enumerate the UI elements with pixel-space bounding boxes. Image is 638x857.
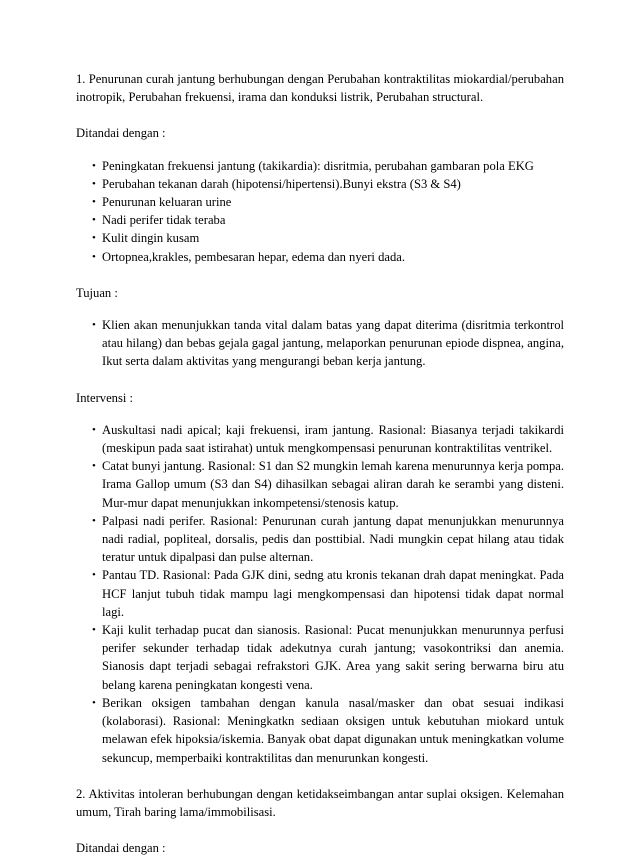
list-item: • Auskultasi nadi apical; kaji frekuensi, iram jantung. Rasional: Biasanya terjadi takikardi (meskipun pada saat istirahat) untuk mengkompensasi penurunan kontraktilitas ventrikel. [92,422,564,456]
bullet-icon: • [92,423,96,436]
intervensi-list [76,421,564,767]
section2-ditandai-label: Ditandai dengan : [76,841,166,856]
list-item: • Peningkatan frekuensi jantung (takikardia): disritmia, perubahan gambaran pola EKG [76,157,564,175]
section1-ditandai-label: Ditandai dengan : [76,126,166,141]
ditandai-list [76,157,564,266]
bullet-icon: • [92,250,96,263]
bullet-icon: • [92,232,96,245]
section1-heading: 1. Penurunan curah jantung berhubungan dengan Perubahan kontraktilitas miokardial/perubahan inotropik, Perubahan frekuensi, irama dan konduksi listrik, Perubahan structural. [76,72,564,105]
list-item: • Pantau TD. Rasional: Pada GJK dini, sedng atu kronis tekanan drah dapat meningkat. Pada HCF lanjut tubuh tidak mampu lagi mengkompensasi dan hipotensi tidak dapat normal lagi. [92,568,564,619]
section2-heading: 2. Aktivitas intoleran berhubungan dengan ketidakseimbangan antar suplai oksigen. Kelemahan umum, Tirah baring lama/immobilisasi. [76,786,564,819]
list-item: • Penurunan keluaran urine [76,193,564,211]
list-item: • Nadi perifer tidak teraba [76,211,564,229]
list-item: • Kulit dingin kusam [76,229,564,247]
bullet-icon: • [92,196,96,209]
section1-intervensi-label: Intervensi : [76,390,134,405]
list-item: • Berikan oksigen tambahan dengan kanula nasal/masker dan obat sesuai indikasi (kolaborasi). Rasional: Meningkatkn sediaan oksigen untuk kebutuhan miokard untuk melawan efek hipoksia/iskemia. Banyak obat dapat digunakan untuk meningkatkan volume sekuncup, memperbaiki kontraktilitas dan menurunkan kongesti. [92,695,564,765]
bullet-icon: • [92,177,96,190]
bullet-icon: • [92,214,96,227]
list-item: • Perubahan tekanan darah (hipotensi/hipertensi).Bunyi ekstra (S3 & S4) [76,175,564,193]
bullet-icon: • [92,319,96,332]
bullet-icon: • [92,159,96,172]
section1-tujuan-label: Tujuan : [76,285,118,300]
list-item: • Ortopnea,krakles, pembesaran hepar, edema dan nyeri dada. [76,248,564,266]
bullet-icon: • [92,460,96,473]
bullet-icon: • [92,696,96,709]
tujuan-list [76,316,564,371]
list-item: • Kaji kulit terhadap pucat dan sianosis. Rasional: Pucat menunjukkan menurunnya perfusi perifer sekunder terhadap tidak adekutnya curah jantung; vasokontriksi dan anemia. Sianosis dapt terjadi sebagai refrakstori GJK. Area yang sakit sering berwarna biru atu belang karena peningkatan kongesti vena. [92,623,564,692]
list-item: • Palpasi nadi perifer. Rasional: Penurunan curah jantung dapat menunjukkan menurunnya nadi radial, popliteal, dorsalis, pedis dan posttibial. Nadi mungkin cepat hilang atau tidak teratur untuk dipalpasi dan pulse alternan. [92,513,564,565]
document-page [76,70,564,857]
bullet-icon: • [92,514,96,527]
bullet-icon: • [92,569,96,582]
bullet-icon: • [92,624,96,637]
list-item: • Catat bunyi jantung. Rasional: S1 dan S2 mungkin lemah karena menurunnya kerja pompa. Irama Gallop umum (S3 dan S4) dihasilkan sebagai aliran darah ke serambi yang disteni. Mur-mur dapat menunjukkan inkompetensi/stenosis katup. [92,459,564,510]
list-item: • Klien akan menunjukkan tanda vital dalam batas yang dapat diterima (disritmia terkontrol atau hilang) dan bebas gejala gagal jantung, melaporkan penurunan epiode dispnea, angina, Ikut serta dalam aktivitas yang mengurangi beban kerja jantung. [92,318,564,369]
